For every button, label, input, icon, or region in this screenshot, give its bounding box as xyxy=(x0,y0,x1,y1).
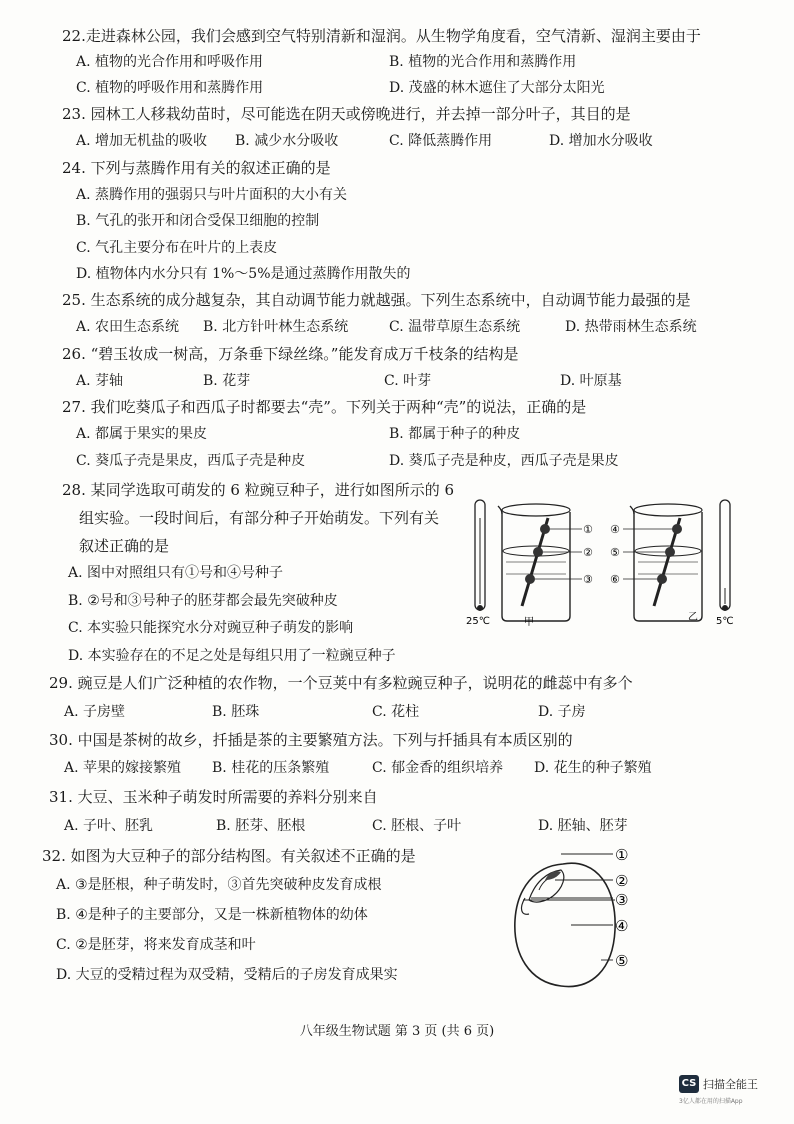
question-32-option-d: D. 大豆的受精过程为双受精，受精后的子房发育成果实 xyxy=(56,967,398,983)
question-23-option-c: C. 降低蒸腾作用 xyxy=(389,133,493,149)
question-30-option-b: B. 桂花的压条繁殖 xyxy=(212,760,330,776)
question-23-option-a: A. 增加无机盐的吸收 xyxy=(76,133,208,149)
question-29-option-c: C. 花柱 xyxy=(372,704,420,720)
scanner-tagline: 3亿人都在用的扫描App xyxy=(679,1098,743,1105)
question-22-option-c: C. 植物的呼吸作用和蒸腾作用 xyxy=(76,80,264,96)
question-24-option-a: A. 蒸腾作用的强弱只与叶片面积的大小有关 xyxy=(76,187,348,203)
question-30-option-d: D. 花生的种子繁殖 xyxy=(534,760,652,776)
question-23-stem: 23. 园林工人移栽幼苗时，尽可能选在阴天或傍晚进行，并去掉一部分叶子，其目的是 xyxy=(62,105,631,123)
question-25-option-d: D. 热带雨林生态系统 xyxy=(565,319,697,335)
question-28-option-a: A. 图中对照组只有①号和④号种子 xyxy=(68,565,284,581)
seed-label-2: ② xyxy=(583,546,593,559)
seed-label-3: ③ xyxy=(583,573,593,586)
seed-part-label-4: ④ xyxy=(615,917,629,935)
question-31-option-c: C. 胚根、子叶 xyxy=(372,818,462,834)
question-26-option-a: A. 芽轴 xyxy=(76,373,124,389)
question-22-stem: 22.走进森林公园，我们会感到空气特别清新和湿润。从生物学角度看，空气清新、湿润主要由于 xyxy=(62,27,701,45)
thermometer-left-icon xyxy=(475,500,485,611)
scanner-logo-icon: CS xyxy=(679,1075,699,1093)
question-26-stem: 26. “碧玉妆成一树高，万条垂下绿丝绦。”能发育成万千枝条的结构是 xyxy=(62,345,519,363)
question-26-option-b: B. 花芽 xyxy=(203,373,251,389)
seed-label-5: ⑤ xyxy=(610,546,620,559)
question-27-option-b: B. 都属于种子的种皮 xyxy=(389,426,521,442)
question-32-option-a: A. ③是胚根，种子萌发时，③首先突破种皮发育成根 xyxy=(56,877,382,893)
question-28-option-c: C. 本实验只能探究水分对豌豆种子萌发的影响 xyxy=(68,620,354,636)
germination-experiment-figure xyxy=(462,488,752,640)
seed-part-label-3: ③ xyxy=(615,891,629,909)
question-29-stem: 29. 豌豆是人们广泛种植的农作物，一个豆荚中有多粒豌豆种子，说明花的雌蕊中有多个 xyxy=(49,674,633,692)
question-32-option-c: C. ②是胚芽，将来发育成茎和叶 xyxy=(56,937,256,953)
question-29-option-d: D. 子房 xyxy=(538,704,586,720)
beaker-left-label: 甲 xyxy=(524,617,534,628)
question-29-option-b: B. 胚珠 xyxy=(212,704,260,720)
question-22-option-d: D. 茂盛的林木遮住了大部分太阳光 xyxy=(389,80,605,96)
question-32-stem: 32. 如图为大豆种子的部分结构图。有关叙述不正确的是 xyxy=(42,847,416,865)
seed-label-6: ⑥ xyxy=(610,573,620,586)
question-31-stem: 31. 大豆、玉米种子萌发时所需要的养料分别来自 xyxy=(49,788,378,806)
soybean-seed-figure xyxy=(505,842,655,994)
question-28-stem-line-1: 28. 某同学选取可萌发的 6 粒豌豆种子，进行如图所示的 6 xyxy=(62,481,455,499)
question-30-option-a: A. 苹果的嫁接繁殖 xyxy=(64,760,182,776)
question-31-option-d: D. 胚轴、胚芽 xyxy=(538,818,628,834)
question-26-option-d: D. 叶原基 xyxy=(560,373,622,389)
thermometer-right-icon xyxy=(720,500,730,611)
thermometer-left-label: 25℃ xyxy=(466,616,490,627)
question-27-option-a: A. 都属于果实的果皮 xyxy=(76,426,208,442)
question-24-stem: 24. 下列与蒸腾作用有关的叙述正确的是 xyxy=(62,159,331,177)
seed-part-label-5: ⑤ xyxy=(615,952,629,970)
question-29-option-a: A. 子房壁 xyxy=(64,704,126,720)
question-27-stem: 27. 我们吃葵瓜子和西瓜子时都要去“壳”。下列关于两种“壳”的说法，正确的是 xyxy=(62,398,587,416)
question-27-option-c: C. 葵瓜子壳是果皮，西瓜子壳是种皮 xyxy=(76,453,306,469)
question-25-stem: 25. 生态系统的成分越复杂，其自动调节能力就越强。下列生态系统中，自动调节能力最强的是 xyxy=(62,291,691,309)
beaker-right xyxy=(630,504,702,621)
question-31-option-b: B. 胚芽、胚根 xyxy=(216,818,306,834)
question-24-option-c: C. 气孔主要分布在叶片的上表皮 xyxy=(76,240,278,256)
question-31-option-a: A. 子叶、胚乳 xyxy=(64,818,154,834)
question-24-option-b: B. 气孔的张开和闭合受保卫细胞的控制 xyxy=(76,213,320,229)
question-32-option-b: B. ④是种子的主要部分，又是一株新植物体的幼体 xyxy=(56,907,368,923)
question-22-option-a: A. 植物的光合作用和呼吸作用 xyxy=(76,54,264,70)
question-30-option-c: C. 郁金香的组织培养 xyxy=(372,760,504,776)
beaker-left xyxy=(498,504,570,621)
question-28-stem-line-2: 组实验。一段时间后，有部分种子开始萌发。下列有关 xyxy=(79,509,440,527)
question-24-option-d: D. 植物体内水分只有 1%～5%是通过蒸腾作用散失的 xyxy=(76,266,411,282)
question-30-stem: 30. 中国是茶树的故乡，扦插是茶的主要繁殖方法。下列与扦插具有本质区别的 xyxy=(49,731,573,749)
seed-label-1: ① xyxy=(583,523,593,536)
question-25-option-c: C. 温带草原生态系统 xyxy=(389,319,521,335)
question-22-option-b: B. 植物的光合作用和蒸腾作用 xyxy=(389,54,577,70)
question-23-option-b: B. 减少水分吸收 xyxy=(235,133,339,149)
seed-part-label-1: ① xyxy=(615,846,629,864)
question-28-option-b: B. ②号和③号种子的胚芽都会最先突破种皮 xyxy=(68,593,338,609)
seed-part-label-2: ② xyxy=(615,872,629,890)
question-25-option-b: B. 北方针叶林生态系统 xyxy=(203,319,349,335)
page-footer: 八年级生物试题 第 3 页 (共 6 页) xyxy=(299,1024,495,1039)
question-23-option-d: D. 增加水分吸收 xyxy=(549,133,653,149)
thermometer-right-label: 5℃ xyxy=(716,616,734,627)
question-28-option-d: D. 本实验存在的不足之处是每组只用了一粒豌豆种子 xyxy=(68,648,396,664)
question-26-option-c: C. 叶芽 xyxy=(384,373,432,389)
seed-label-4: ④ xyxy=(610,523,620,536)
beaker-right-label: 乙 xyxy=(688,612,698,623)
question-28-stem-line-3: 叙述正确的是 xyxy=(79,537,170,555)
question-25-option-a: A. 农田生态系统 xyxy=(76,319,180,335)
question-27-option-d: D. 葵瓜子壳是种皮，西瓜子壳是果皮 xyxy=(389,453,619,469)
scanner-brand-name: 扫描全能王 xyxy=(703,1078,758,1091)
